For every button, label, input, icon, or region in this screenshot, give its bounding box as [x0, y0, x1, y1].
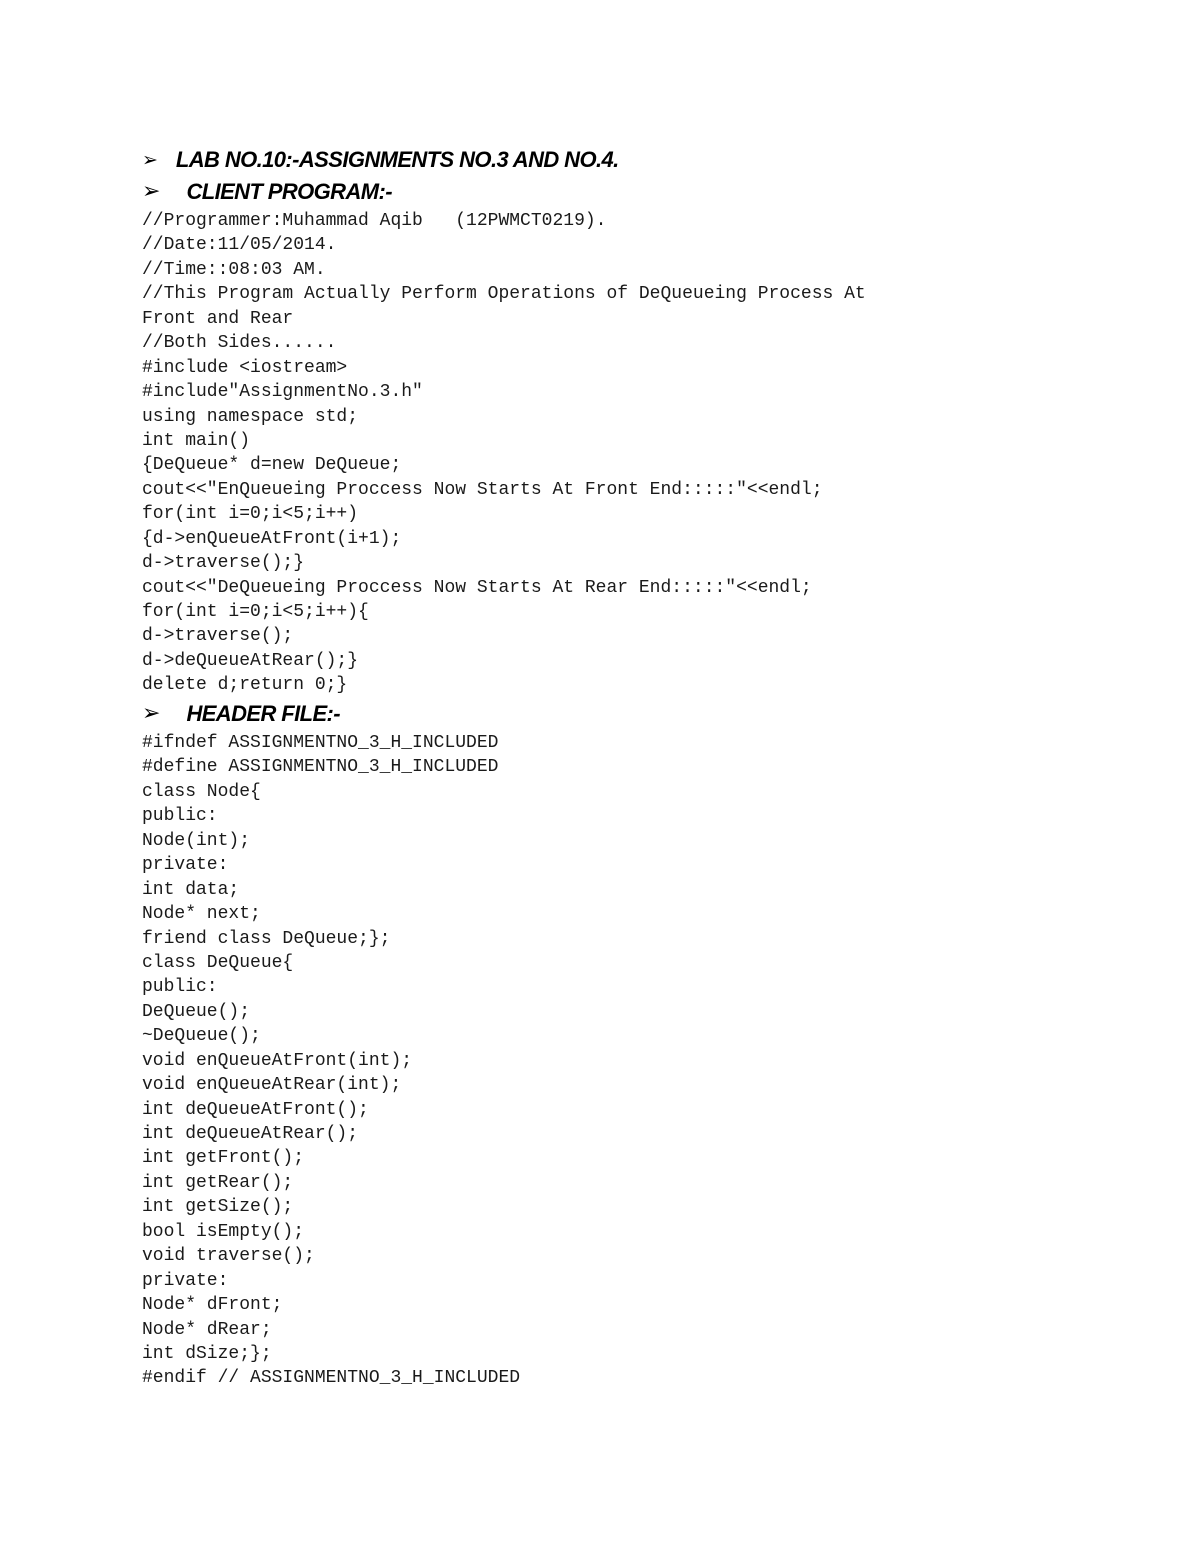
code-line: //Both Sides...... — [142, 333, 337, 354]
code-line: int main() — [142, 430, 251, 451]
code-line: Front and Rear — [142, 308, 294, 329]
code-line: private: — [142, 1270, 229, 1291]
code-line: int getFront(); — [142, 1148, 305, 1169]
code-line: public: — [142, 977, 218, 998]
arrowhead-bullet-icon: ➢ — [142, 701, 161, 726]
client-program-heading-text: CLIENT PROGRAM:- — [186, 179, 392, 204]
code-line: cout<<"DeQueueing Proccess Now Starts At Rear End:::::"<<endl; — [142, 577, 812, 598]
lab-heading — [142, 144, 619, 176]
code-line: {DeQueue* d=new DeQueue; — [142, 455, 402, 476]
lab-heading-text: LAB NO.10:-ASSIGNMENTS NO.3 AND NO.4. — [175, 147, 619, 172]
code-line: for(int i=0;i<5;i++) — [142, 504, 359, 525]
arrowhead-bullet-icon: ➢ — [142, 179, 161, 204]
code-line: Node* dRear; — [142, 1319, 272, 1340]
code-line: #define ASSIGNMENTNO_3_H_INCLUDED — [142, 757, 499, 778]
code-line: #ifndef ASSIGNMENTNO_3_H_INCLUDED — [142, 733, 499, 753]
code-line: DeQueue(); — [142, 1001, 251, 1022]
code-line: #endif // ASSIGNMENTNO_3_H_INCLUDED — [142, 1368, 521, 1389]
code-line: for(int i=0;i<5;i++){ — [142, 602, 369, 622]
code-line: d->traverse(); — [142, 626, 294, 647]
code-line: void traverse(); — [142, 1246, 315, 1267]
code-line: ~DeQueue(); — [142, 1026, 261, 1047]
code-line: cout<<"EnQueueing Proccess Now Starts At Front End:::::"<<endl; — [142, 479, 823, 500]
code-line: //This Program Actually Perform Operations of DeQueueing Process At — [142, 284, 866, 305]
code-line: d->traverse();} — [142, 553, 305, 574]
code-line: bool isEmpty(); — [142, 1221, 305, 1242]
code-line: int deQueueAtRear(); — [142, 1124, 359, 1144]
code-line: Node(int); — [142, 830, 251, 851]
code-line: //Time::08:03 AM. — [142, 259, 326, 280]
code-line: #include <iostream> — [142, 357, 348, 378]
code-line: public: — [142, 806, 218, 827]
client-program-code — [142, 209, 866, 698]
code-line: #include"AssignmentNo.3.h" — [142, 382, 423, 403]
code-line: {d->enQueueAtFront(i+1); — [142, 528, 402, 549]
code-line: int dSize;}; — [142, 1343, 272, 1364]
code-line: int getSize(); — [142, 1197, 294, 1218]
header-file-heading-text: HEADER FILE:- — [186, 701, 340, 726]
code-line: using namespace std; — [142, 406, 359, 427]
header-file-heading — [142, 698, 340, 730]
code-line: Node* next; — [142, 904, 261, 925]
arrowhead-bullet-icon: ➢ — [142, 148, 158, 171]
code-line: friend class DeQueue;}; — [142, 928, 391, 949]
code-line: class Node{ — [142, 781, 261, 802]
code-line: Node* dFront; — [142, 1295, 283, 1316]
code-line: //Programmer:Muhammad Aqib (12PWMCT0219). — [142, 211, 607, 231]
code-line: d->deQueueAtRear();} — [142, 650, 359, 671]
code-line: int getRear(); — [142, 1172, 294, 1193]
code-line: int data; — [142, 879, 240, 900]
code-line: void enQueueAtFront(int); — [142, 1050, 413, 1071]
code-line: private: — [142, 855, 229, 876]
code-line: int deQueueAtFront(); — [142, 1099, 369, 1120]
code-line: class DeQueue{ — [142, 952, 294, 973]
client-program-heading — [142, 176, 392, 208]
code-line: void enQueueAtRear(int); — [142, 1075, 402, 1096]
code-line: //Date:11/05/2014. — [142, 235, 337, 256]
header-file-code — [142, 731, 520, 1391]
code-line: delete d;return 0;} — [142, 675, 348, 696]
